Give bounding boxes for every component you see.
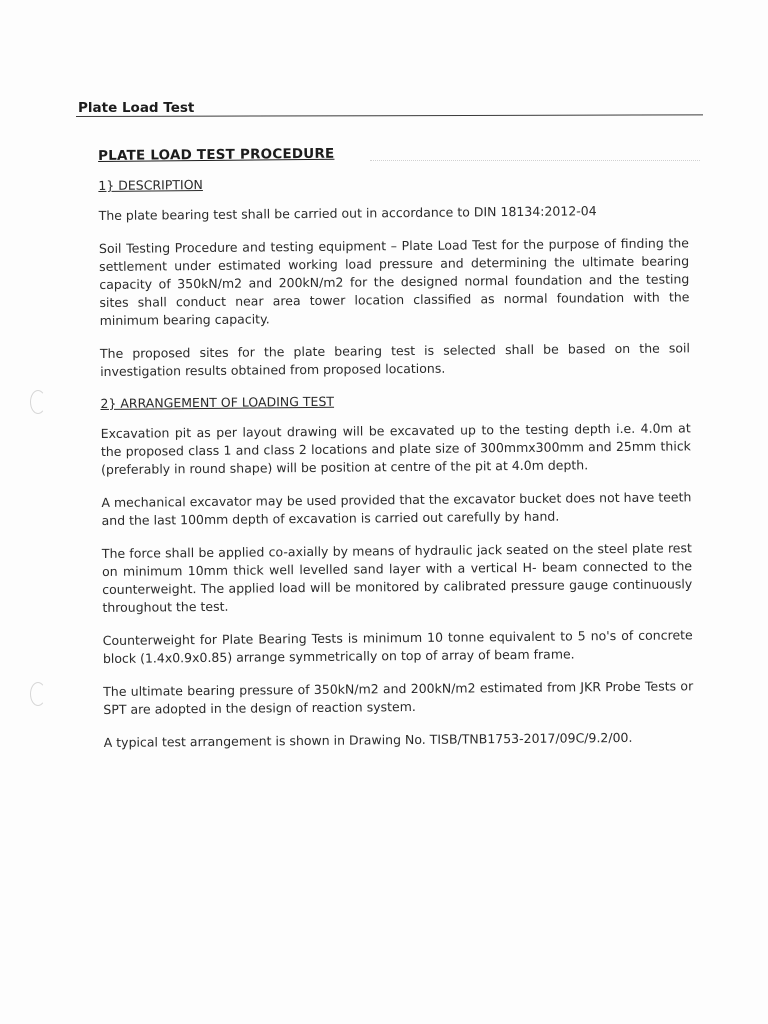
document-title: PLATE LOAD TEST PROCEDURE [98,145,335,164]
paragraph: The force shall be applied co-axially by means of hydraulic jack seated on the steel plate rest on minimum 10mm thick well levelled sand layer with a vertical H- beam connected to the counterweight. The applied load will be monitored by calibrated pressure gauge continuously throughout the test. [101,540,693,615]
paragraph: The proposed sites for the plate bearing test is selected shall be based on the soil investigation results obtained from proposed locations. [99,340,691,379]
section-heading: 2} ARRANGEMENT OF LOADING TEST [100,393,335,411]
section-arrangement [100,390,693,752]
section-heading: 1} DESCRIPTION [98,176,203,193]
page-header-title: Plate Load Test [78,100,195,116]
paragraph: Soil Testing Procedure and testing equipment – Plate Load Test for the purpose of finding the settlement under estimated working load pressure and determining the ultimate bearing capacity of 350kN/m2 and 200kN/m2 for the designed normal foundation and the testing sites shall conduct near area tower location classified as normal foundation with the minimum bearing capacity. [98,235,690,328]
section-description [98,172,690,381]
paragraph: Counterweight for Plate Bearing Tests is minimum 10 tonne equivalent to 5 no's of concrete block (1.4x0.9x0.85) arrange symmetrically on top of array of beam frame. [102,627,693,666]
punch-hole-mark [30,390,46,414]
paragraph: A typical test arrangement is shown in Drawing No. TISB/TNB1753-2017/09C/9.2/00. [103,729,633,750]
paragraph: The plate bearing test shall be carried out in accordance to DIN 18134:2012-04 [98,203,597,223]
document-body [98,142,694,767]
paragraph: A mechanical excavator may be used provided that the excavator bucket does not have teeth and the last 100mm depth of excavation is carried out carefully by hand. [101,489,692,528]
paragraph: The ultimate bearing pressure of 350kN/m2 and 200kN/m2 estimated from JKR Probe Tests or SPT are adopted in the design of reaction system. [103,678,694,717]
punch-hole-mark [30,682,46,706]
paragraph: Excavation pit as per layout drawing will be excavated up to the testing depth i.e. 4.0m at the proposed class 1 and class 2 locations and plate size of 300mmx300mm and 25mm thick (preferably in round shape) will be position at centre of the pit at 4.0m depth. [100,420,691,477]
